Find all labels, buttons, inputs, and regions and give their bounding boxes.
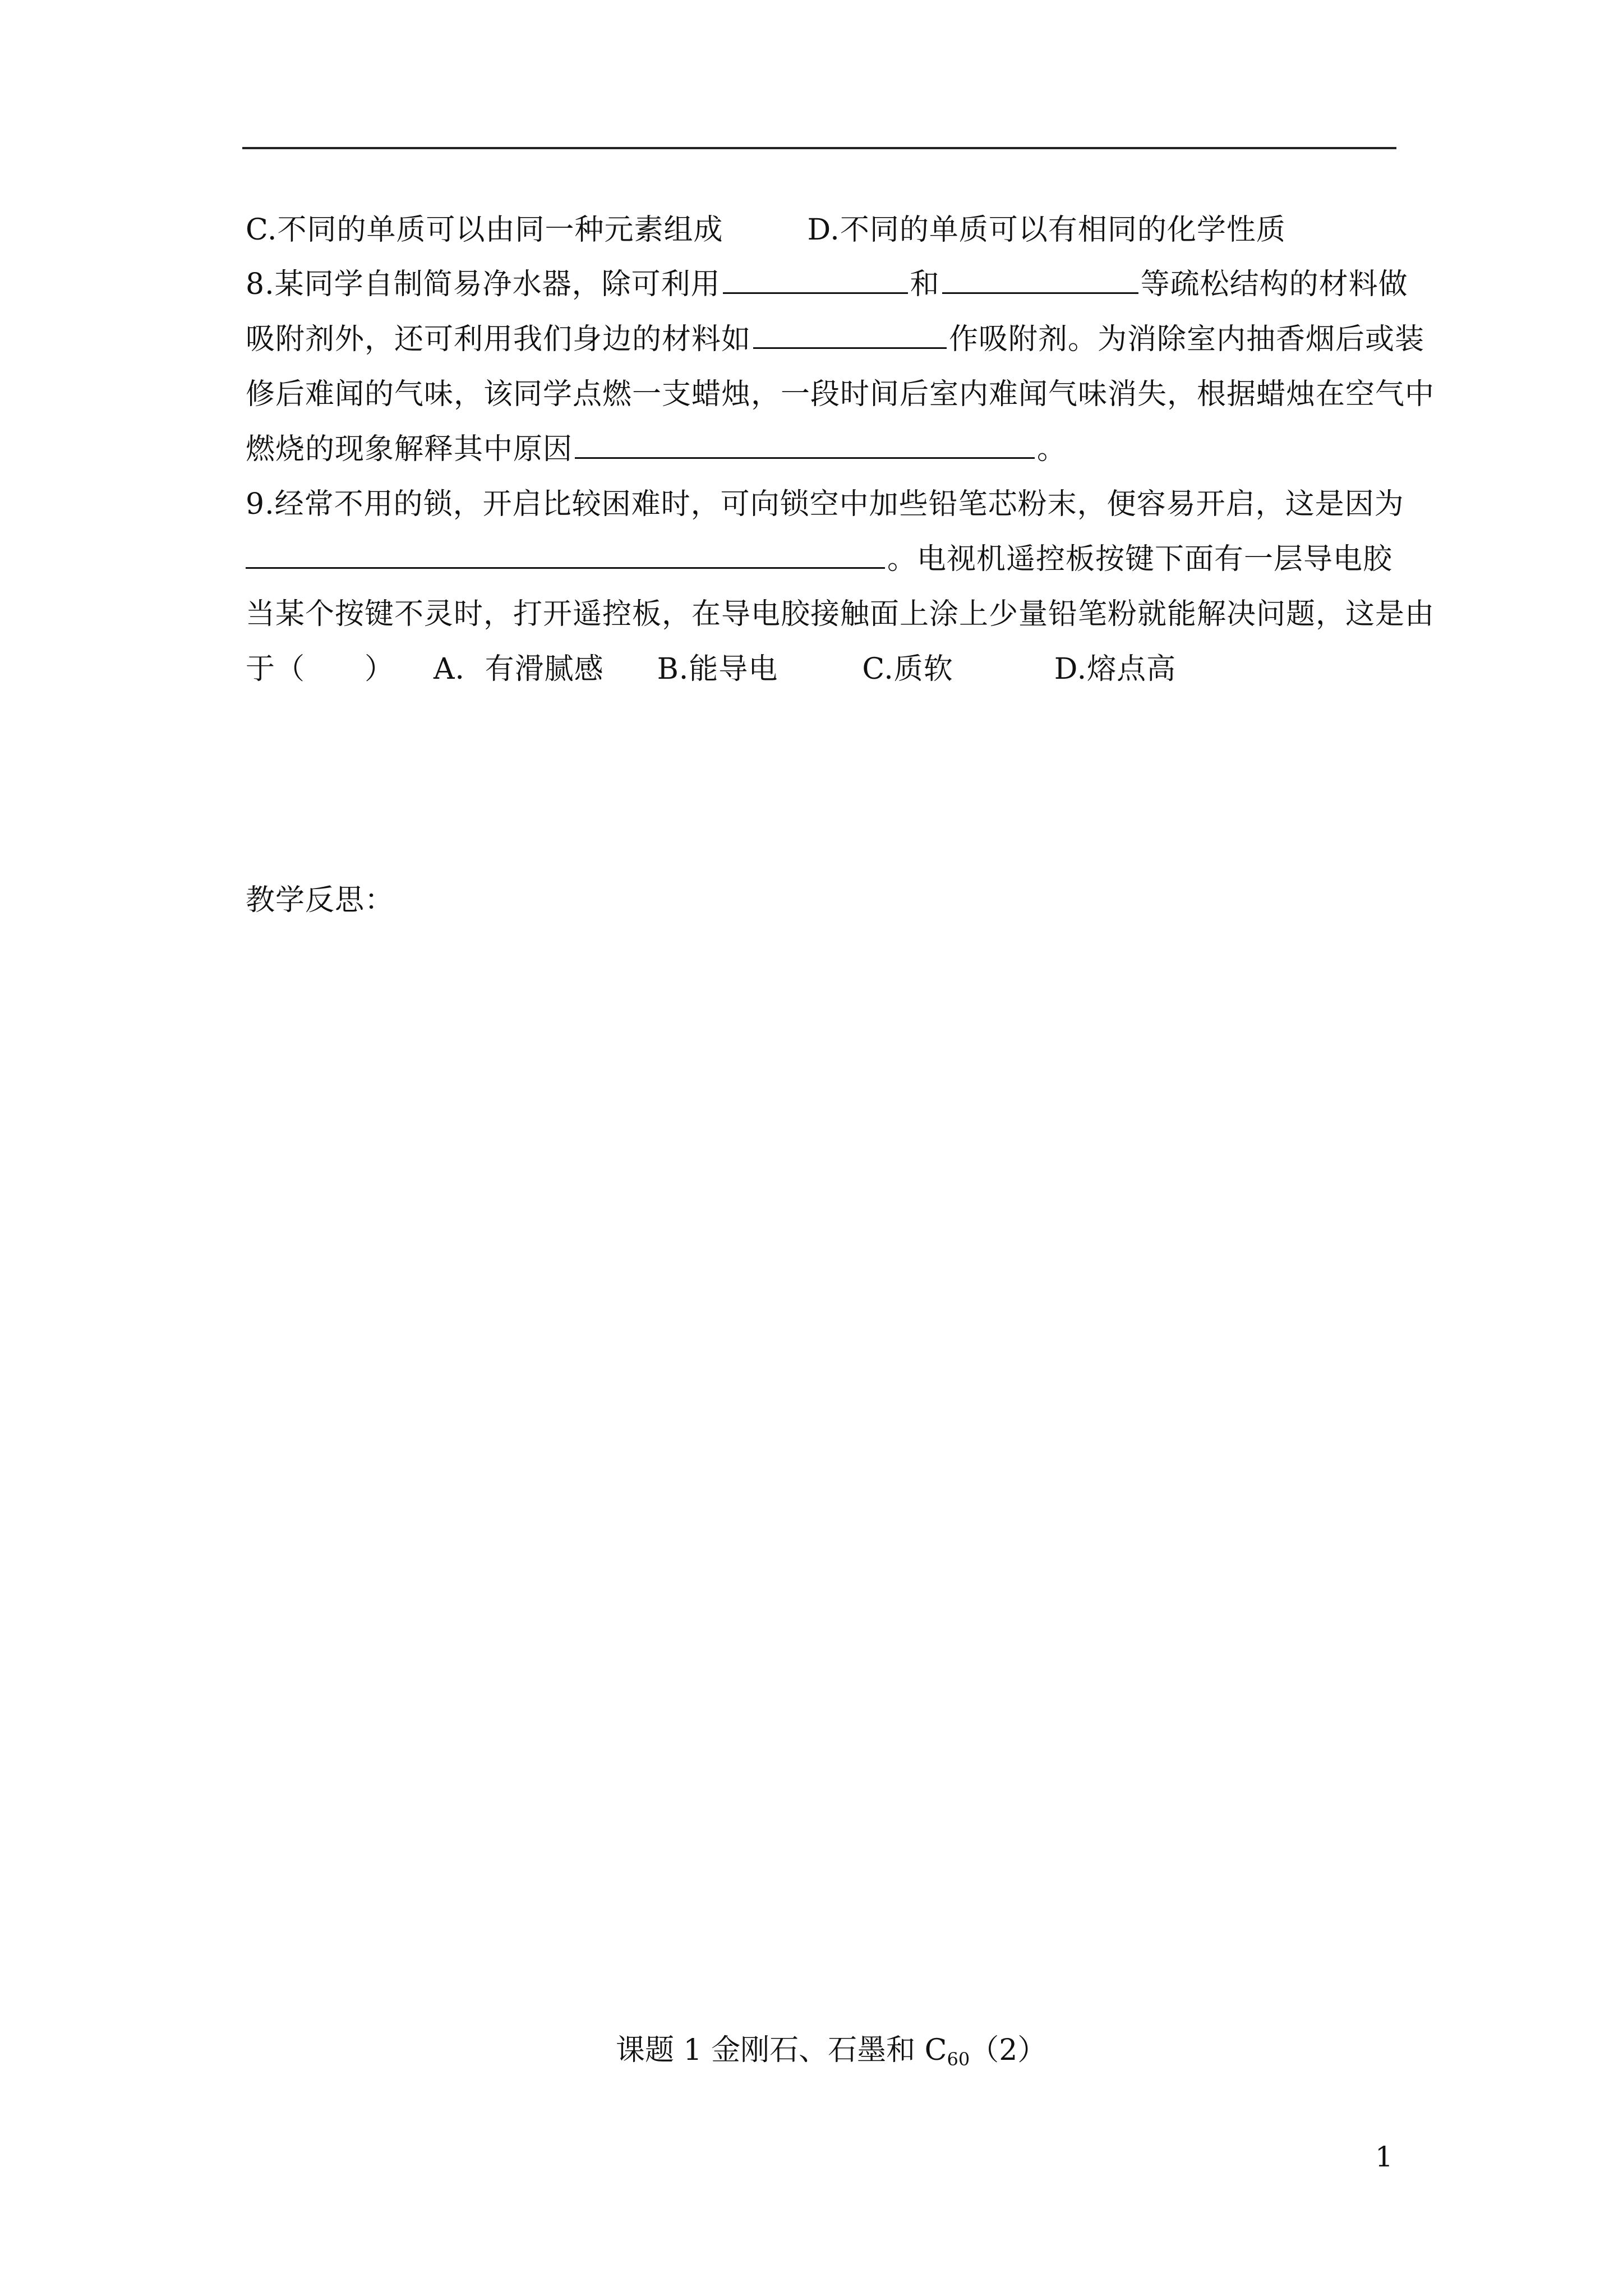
q9-option-d[interactable]: D.熔点高	[1054, 652, 1177, 686]
q8-text-4: 吸附剂外，还可利用我们身边的材料如	[246, 323, 751, 356]
q8-blank-4[interactable]	[575, 430, 1035, 459]
q8-text-2: 和	[910, 268, 940, 301]
q8-text-6: 燃烧的现象解释其中原因	[246, 432, 573, 466]
q8-text-line3: 修后难闻的气味，该同学点燃一支蜡烛，一段时间后室内难闻气味消失，根据蜡烛在空气中	[246, 378, 1435, 411]
q9-text-3: 当某个按键不灵时，打开遥控板，在导电胶接触面上涂上少量铅笔粉就能解决问题，这是由	[246, 597, 1435, 631]
section-heading-subscript: 60	[947, 2049, 970, 2070]
section-heading-suffix: （2）	[970, 2033, 1047, 2067]
page-number: 1	[1375, 2141, 1393, 2173]
q9-line-1	[246, 485, 1404, 524]
q8-text-5: 作吸附剂。为消除室内抽香烟后或装	[949, 323, 1425, 356]
q8-line-1	[246, 265, 1408, 304]
q9-text-2: 。电视机遥控板按键下面有一层导电胶	[887, 542, 1393, 576]
q7-option-c: C.不同的单质可以由同一种元素组成	[246, 213, 723, 247]
q7-options-line	[246, 210, 1286, 250]
q8-text-1: 8.某同学自制简易净水器，除可利用	[246, 268, 721, 301]
q9-option-c[interactable]: C.质软	[862, 652, 953, 686]
q8-blank-3[interactable]	[753, 320, 947, 349]
section-heading-prefix: 课题 1 金刚石、石墨和 C	[616, 2033, 947, 2067]
q9-options-line	[246, 650, 1176, 689]
q8-blank-2[interactable]	[942, 265, 1138, 294]
q9-blank-1[interactable]	[246, 540, 885, 569]
q8-text-3: 等疏松结构的材料做	[1140, 268, 1408, 301]
q8-text-7: 。	[1037, 432, 1067, 466]
reflection-label: 教学反思：	[246, 884, 395, 917]
q8-line-2	[246, 320, 1424, 359]
q9-text-1: 9.经常不用的锁，开启比较困难时，可向锁空中加些铅笔芯粉末，便容易开启，这是因为	[246, 487, 1404, 521]
q7-option-d: D.不同的单质可以有相同的化学性质	[807, 213, 1286, 247]
q9-option-a[interactable]: A．有滑腻感	[434, 652, 604, 686]
q8-line-3	[246, 375, 1435, 414]
q8-line-4	[246, 430, 1067, 469]
section-heading	[616, 2031, 1046, 2079]
header-rule	[242, 147, 1396, 149]
q9-option-b[interactable]: B.能导电	[657, 652, 778, 686]
q9-stem: 于（ ）	[246, 652, 395, 686]
q8-blank-1[interactable]	[723, 265, 908, 294]
q9-line-3	[246, 595, 1435, 634]
q9-line-2	[246, 540, 1393, 579]
